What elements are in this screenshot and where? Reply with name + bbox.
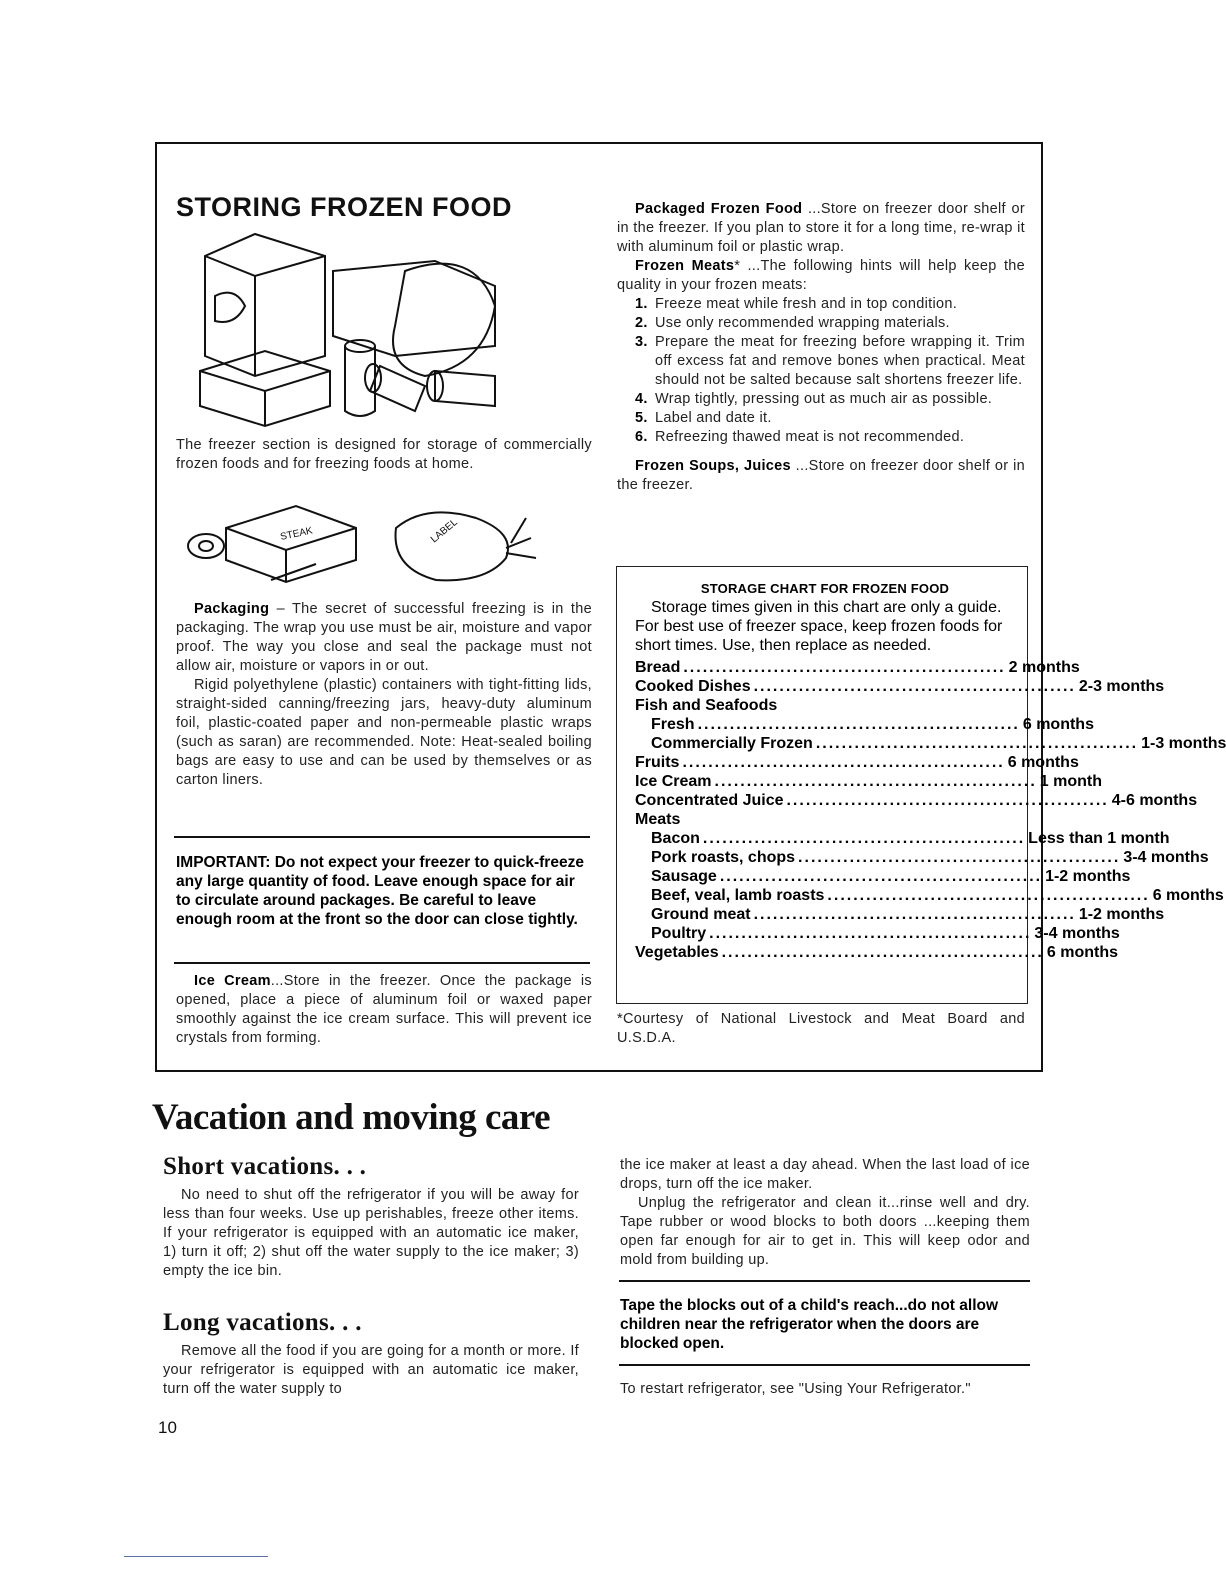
packaged-text: ...Store on freezer door shelf or in the freezer. If you plan to store it for a long time, re-wrap it with aluminum foil or plastic wrap. [617, 201, 1025, 255]
table-row: Pork roasts, chops .................................................. 3-4 months [651, 849, 1209, 866]
important-note: IMPORTANT: Do not expect your freezer to quick-freeze any large quantity of food. Leave enough space for air to circulate around packages. Be careful to leave enough room at the front so the door can close tightly. [176, 854, 584, 928]
list-item: 1. Freeze meat while fresh and in top condition. [635, 296, 958, 312]
table-row: Commercially Frozen .................................................. 1-3 months [651, 735, 1226, 752]
rigid-containers-text: Rigid polyethylene (plastic) containers with tight-fitting lids, straight-sided canning/freezing jars, heavy-duty aluminum foil, plastic-coated paper and non-permeable plastic wraps (such as saran) are recommended. Note: Heat-sealed boiling bags are easy to use and can be used by themselves or as carton liners. [176, 677, 592, 788]
soups-text: ...Store on freezer door shelf or in the freezer. [617, 458, 1025, 493]
list-item: 6. Refreezing thawed meat is not recommended. [635, 429, 965, 445]
packaging-heading: Packaging [194, 601, 270, 617]
packaged-heading: Packaged Frozen Food [635, 201, 803, 217]
restart-note: To restart refrigerator, see "Using Your Refrigerator." [620, 1381, 971, 1397]
table-row: Poultry .................................................. 3-4 months [651, 925, 1120, 942]
ice-cream-block [176, 972, 592, 1048]
steak-label: STEAK [279, 525, 314, 543]
divider [619, 1364, 1030, 1366]
child-warning: Tape the blocks out of a child's reach...do not allow children near the refrigerator when the doors are blocked open. [620, 1297, 999, 1352]
packaged-food-block [617, 200, 1025, 495]
continued-block: the ice maker at least a day ahead. When the last load of ice drops, turn off the ice maker. Unplug the refrigerator and clean it...rinse well and dry. Tape rubber or wood blocks to both doors ...keeping them open far enough for air to get in. This will keep odor and mold from building up. [620, 1157, 1030, 1268]
short-vacations-heading: Short vacations. . . [163, 1153, 367, 1180]
storage-chart-title: STORAGE CHART FOR FROZEN FOOD [700, 581, 950, 596]
table-row: Ice Cream .................................................. 1 month [635, 773, 1102, 790]
meat-tips-list [617, 295, 1025, 447]
ice-cream-heading: Ice Cream [194, 973, 271, 989]
storage-chart [616, 566, 1226, 1004]
label-tag: LABEL [428, 516, 460, 546]
courtesy-note: *Courtesy of National Livestock and Meat Board and U.S.D.A. [617, 1011, 1025, 1046]
section-title: STORING FROZEN FOOD [176, 192, 513, 222]
table-row: Fish and Seafoods [635, 697, 778, 714]
freezer-foods-illustration [195, 226, 507, 432]
list-item: 4. Wrap tightly, pressing out as much air as possible. [635, 391, 993, 407]
long-vacations-block: Remove all the food if you are going for a month or more. If your refrigerator is equipped with an automatic ice maker, turn off the water supply to [163, 1343, 579, 1397]
page-number: 10 [158, 1418, 177, 1437]
table-row: Fresh .................................................. 6 months [651, 716, 1094, 733]
divider [619, 1280, 1030, 1282]
packaging-text: – The secret of successful freezing is in the packaging. The wrap you use must be air, moisture and vapor proof. The way you close and seal the package must not allow air, moisture or vapors in or out. [176, 601, 592, 674]
storage-chart-intro: Storage times given in this chart are only a guide. For best use of freezer space, keep frozen foods for short times. Use, then replace as needed. [635, 599, 1003, 654]
meats-heading: Frozen Meats [635, 258, 735, 274]
table-row: Cooked Dishes .................................................. 2-3 months [635, 678, 1165, 695]
table-row: Vegetables .................................................. 6 months [635, 944, 1118, 961]
footer-line [124, 1556, 268, 1557]
list-item: 2. Use only recommended wrapping materials. [635, 315, 950, 331]
table-row: Bread .................................................. 2 months [635, 659, 1080, 676]
table-row: Beef, veal, lamb roasts .................................................. 6 months [651, 887, 1224, 904]
table-row: Sausage .................................................. 1-2 months [651, 868, 1131, 885]
table-row: Bacon .................................................. Less than 1 month [651, 830, 1170, 847]
divider [174, 962, 590, 964]
soups-heading: Frozen Soups, Juices [635, 458, 791, 474]
illustration-caption: The freezer section is designed for storage of commercially frozen foods and for freezing foods at home. [176, 437, 592, 472]
long-vacations-heading: Long vacations. . . [163, 1309, 362, 1336]
table-row: Concentrated Juice .................................................. 4-6 months [635, 792, 1198, 809]
packaging-block [176, 600, 592, 790]
page-title: Vacation and moving care [152, 1097, 551, 1138]
short-vacations-block: No need to shut off the refrigerator if you will be away for less than four weeks. Use up perishables, freeze other items. If your refrigerator is equipped with an automatic ice maker, 1) turn it off; 2) shut off the water supply to the ice maker; 3) empty the ice bin. [163, 1187, 579, 1279]
divider [174, 836, 590, 838]
ice-cream-text: ...Store in the freezer. Once the package is opened, place a piece of aluminum foil or waxed paper smoothly against the ice cream surface. This will prevent ice crystals from forming. [176, 973, 592, 1046]
meats-text: * ...The following hints will help keep the quality in your frozen meats: [617, 258, 1026, 293]
table-row: Ground meat .................................................. 1-2 months [651, 906, 1165, 923]
table-row: Fruits .................................................. 6 months [635, 754, 1079, 771]
wrapped-packages-illustration [186, 498, 568, 584]
list-item: 5. Label and date it. [635, 410, 772, 426]
list-item: 3. Prepare the meat for freezing before wrapping it. Trim off excess fat and remove bones when practical. Meat should not be salted because salt shortens freezer life. [635, 334, 1025, 388]
table-row: Meats [635, 811, 681, 828]
